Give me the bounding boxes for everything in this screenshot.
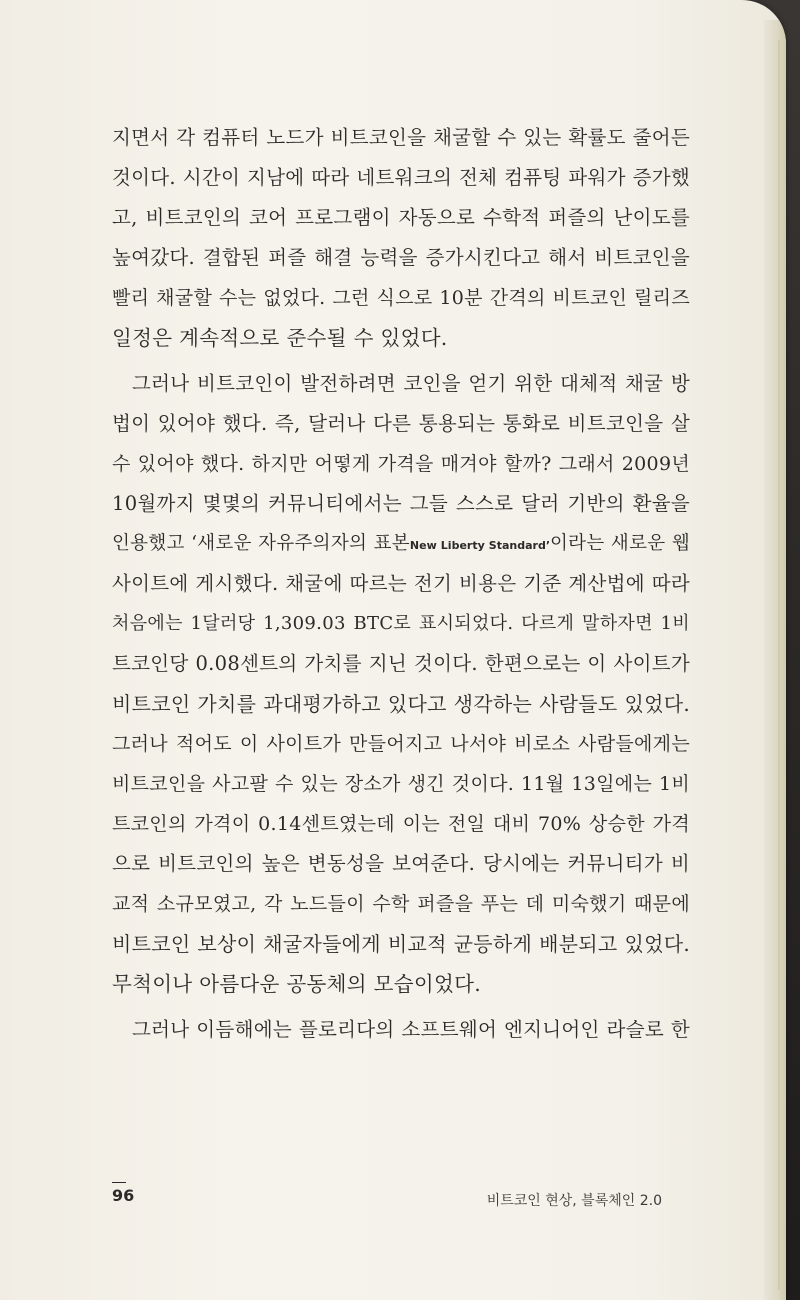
- text-line: 일정은 계속적으로 준수될 수 있었다.: [112, 326, 448, 350]
- paragraph: [112, 118, 690, 358]
- paragraph: [112, 364, 690, 1004]
- page-edge: [764, 20, 786, 1300]
- english-gloss: New Liberty Standard’: [409, 539, 551, 552]
- text-line: 10월까지 몇몇의 커뮤니티에서는 그들 스스로 달러 기반의 환율을: [112, 492, 690, 515]
- text-line: 사이트에 게시했다. 채굴에 따르는 전기 비용은 기준 계산법에 따라: [112, 572, 690, 595]
- text-line: 비트코인 가치를 과대평가하고 있다고 생각하는 사람들도 있었다.: [112, 692, 690, 716]
- text-fragment: 이라는 새로운 웹: [550, 533, 690, 554]
- page-edge-shadow: [778, 40, 780, 1290]
- running-footer-title: 비트코인 현상, 블록체인 2.0: [486, 1193, 662, 1209]
- text-line: 트코인의 가격이 0.14센트였는데 이는 전일 대비 70% 상승한 가격: [112, 813, 690, 835]
- text-line: 지면서 각 컴퓨터 노드가 비트코인을 채굴할 수 있는 확률도 줄어든: [112, 126, 690, 149]
- text-line: 빨리 채굴할 수는 없었다. 그런 식으로 10분 간격의 비트코인 릴리즈: [112, 287, 690, 309]
- text-line: 수 있어야 했다. 하지만 어떻게 가격을 매겨야 할까? 그래서 2009년: [112, 453, 690, 475]
- text-line: 으로 비트코인의 높은 변동성을 보여준다. 당시에는 커뮤니티가 비: [112, 852, 690, 875]
- text-line: 법이 있어야 했다. 즉, 달러나 다른 통용되는 통화로 비트코인을 살: [112, 412, 690, 435]
- text-fragment: 인용했고 ‘새로운 자유주의자의 표본: [112, 533, 410, 554]
- text-line: 비트코인을 사고팔 수 있는 장소가 생긴 것이다. 11월 13일에는 1비: [112, 773, 690, 795]
- text-line: 고, 비트코인의 코어 프로그램이 자동으로 수학적 퍼즐의 난이도를: [112, 206, 690, 229]
- text-line: 높여갔다. 결합된 퍼즐 해결 능력을 증가시킨다고 해서 비트코인을: [112, 246, 690, 269]
- text-line: 교적 소규모였고, 각 노드들이 수학 퍼즐을 푸는 데 미숙했기 때문에: [112, 893, 690, 915]
- text-line-with-english: [112, 524, 690, 564]
- text-line: 그러나 이듬해에는 플로리다의 소프트웨어 엔지니어인 라슬로 한: [132, 1018, 690, 1041]
- page-number: 96: [112, 1186, 135, 1205]
- body-text: [112, 118, 690, 1056]
- text-line: 것이다. 시간이 지남에 따라 네트워크의 전체 컴퓨팅 파워가 증가했: [112, 166, 690, 189]
- paragraph: [112, 1010, 690, 1050]
- text-line: 비트코인 보상이 채굴자들에게 비교적 균등하게 배분되고 있었다.: [112, 932, 690, 956]
- text-line: 무척이나 아름다운 공동체의 모습이었다.: [112, 972, 482, 996]
- text-line: 그러나 적어도 이 사이트가 만들어지고 나서야 비로소 사람들에게는: [112, 733, 690, 755]
- text-line: 처음에는 1달러당 1,309.03 BTC로 표시되었다. 다르게 말하자면 1비: [112, 613, 690, 634]
- text-line: 그러나 비트코인이 발전하려면 코인을 얻기 위한 대체적 채굴 방: [132, 372, 690, 395]
- text-line: 트코인당 0.08센트의 가치를 지닌 것이다. 한편으로는 이 사이트가: [112, 652, 690, 675]
- page-number-rule: [112, 1182, 126, 1183]
